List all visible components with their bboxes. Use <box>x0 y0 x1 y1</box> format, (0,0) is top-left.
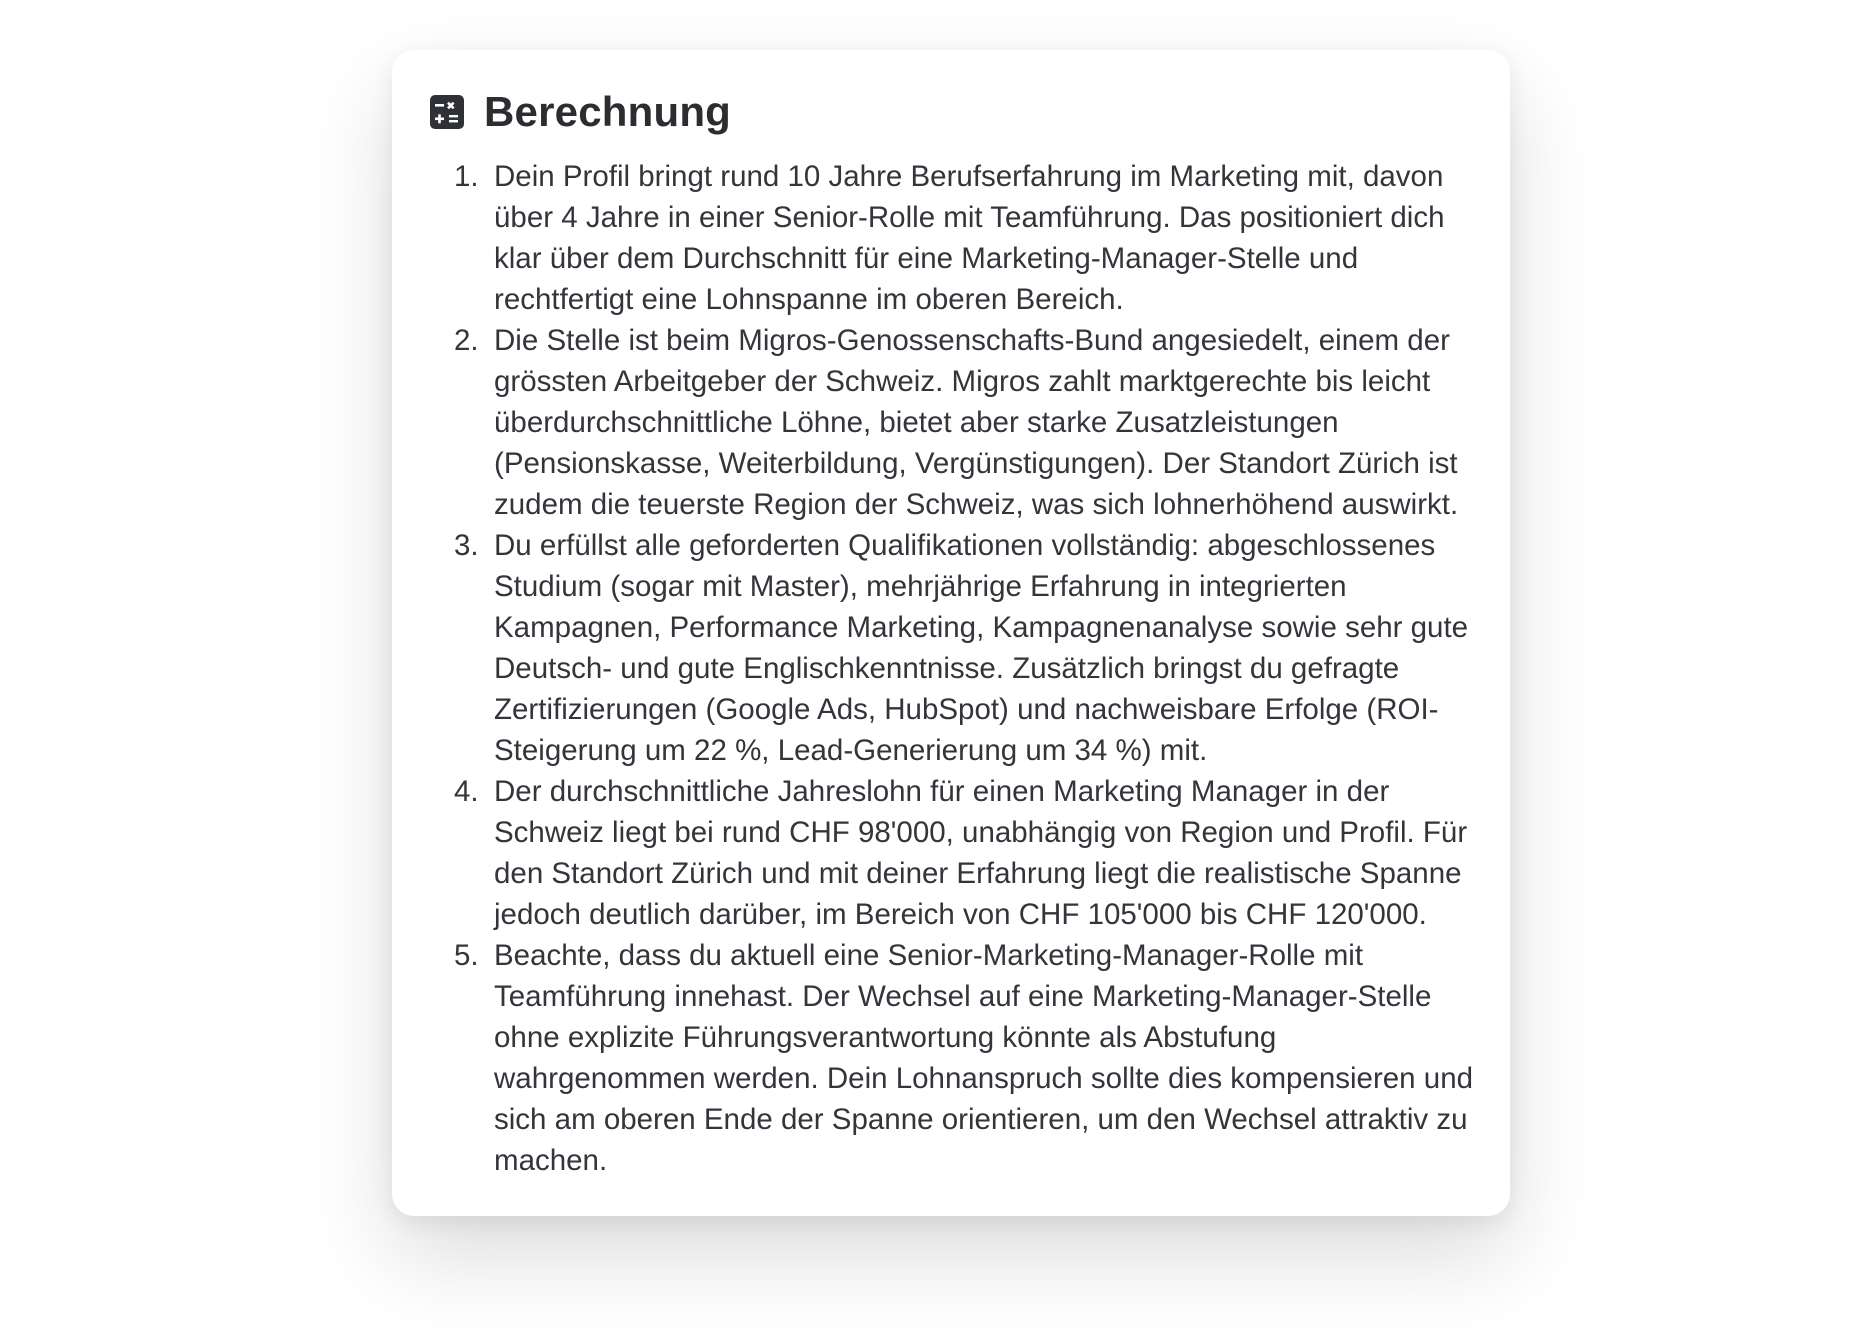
calculation-list <box>430 156 1476 1181</box>
list-item: Beachte, dass du aktuell eine Senior-Marketing-Manager-Rolle mit Teamführung innehast. Der Wechsel auf eine Marketing-Manager-Stelle ohne explizite Führungsverantwortung könnte als Abstufung wahrgenommen werden. Dein Lohnanspruch sollte dies kompensieren und sich am oberen Ende der Spanne orientieren, um den Wechsel attraktiv zu machen. <box>494 939 1474 1177</box>
list-item: Die Stelle ist beim Migros-Genossenschafts-Bund angesiedelt, einem der grössten Arbeitgeber der Schweiz. Migros zahlt marktgerechte bis leicht überdurchschnittliche Löhne, bietet aber starke Zusatzleistungen (Pensionskasse, Weiterbildung, Vergünstigungen). Der Standort Zürich ist zudem die teuerste Region der Schweiz, was sich lohnerhöhend auswirkt. <box>494 324 1459 521</box>
card-title: Berechnung <box>484 88 732 135</box>
calculator-icon <box>430 95 464 129</box>
list-item: Du erfüllst alle geforderten Qualifikationen vollständig: abgeschlossenes Studium (sogar mit Master), mehrjährige Erfahrung in integrierten Kampagnen, Performance Marketing, Kampagnenanalyse sowie sehr gute Deutsch- und gute Englischkenntnisse. Zusätzlich bringst du gefragte Zertifizierungen (Google Ads, HubSpot) und nachweisbare Erfolge (ROI-Steigerung um 22 %, Lead-Generierung um 34 %) mit. <box>494 529 1469 767</box>
list-item: Der durchschnittliche Jahreslohn für einen Marketing Manager in der Schweiz liegt bei rund CHF 98'000, unabhängig von Region und Profil. Für den Standort Zürich und mit deiner Erfahrung liegt die realistische Spanne jedoch deutlich darüber, im Bereich von CHF 105'000 bis CHF 120'000. <box>494 775 1468 931</box>
calculation-card <box>392 50 1510 1216</box>
list-item: Dein Profil bringt rund 10 Jahre Berufserfahrung im Marketing mit, davon über 4 Jahre in einer Senior-Rolle mit Teamführung. Das positioniert dich klar über dem Durchschnitt für eine Marketing-Manager-Stelle und rechtfertigt eine Lohnspanne im oberen Bereich. <box>494 160 1445 316</box>
card-header <box>430 82 1476 142</box>
